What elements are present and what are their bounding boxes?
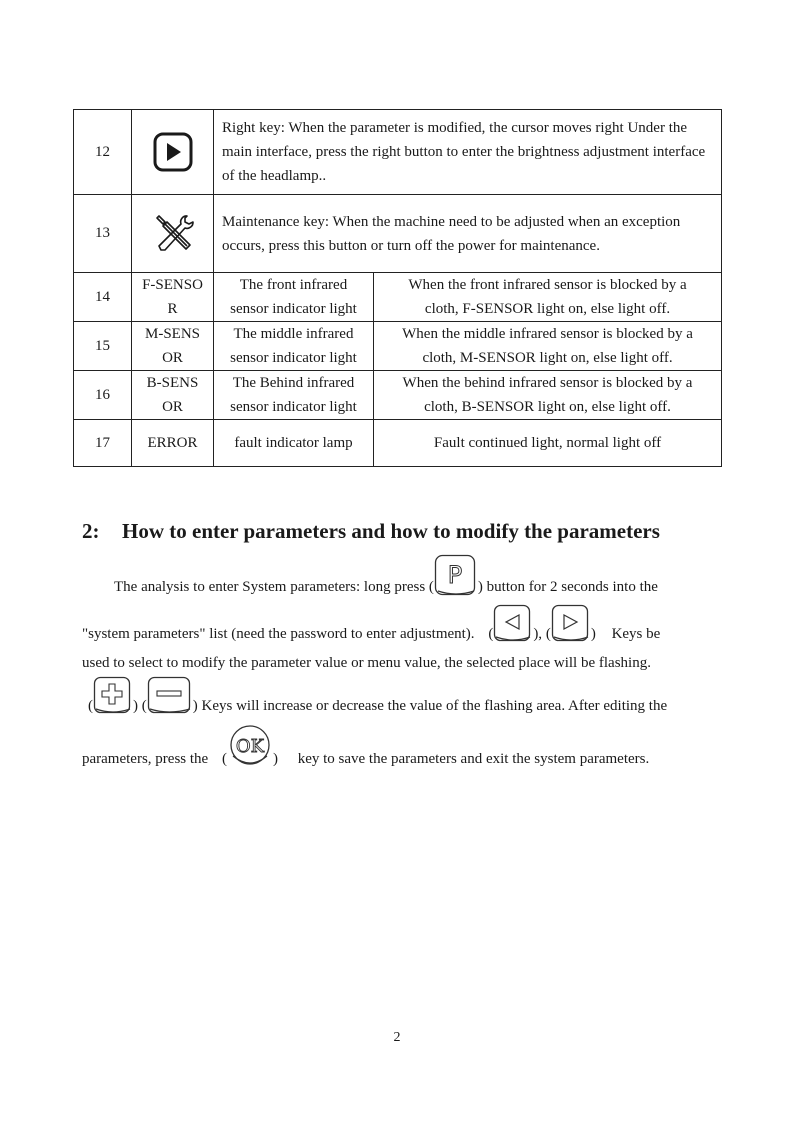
table-row (74, 322, 722, 371)
table-row (74, 420, 722, 467)
sensor-label: B-SENS (146, 375, 199, 391)
row-number: 17 (74, 420, 132, 467)
right-key-icon (551, 604, 591, 644)
para-line: used to select to modify the parameter value or menu value, the selected place will be flashing. (82, 655, 651, 671)
plus-key-icon (93, 676, 133, 716)
indicator-name: sensor indicator light (230, 350, 357, 366)
para-line: The analysis to enter System parameters: long press ( P ) button for 2 seconds into the (114, 558, 658, 598)
para-line: "system parameters" list (need the password to enter adjustment). ( ), ( ) Keys be (82, 604, 660, 644)
row-description: When the middle infrared sensor is blocked by a (402, 326, 693, 342)
sensor-label: M-SENS (144, 326, 200, 342)
section-heading (82, 519, 660, 544)
sensor-label: F-SENSO (142, 277, 203, 293)
row-description: When the front infrared sensor is blocked by a (408, 277, 687, 293)
left-key-icon (493, 604, 533, 644)
table-row (74, 273, 722, 322)
row-description: cloth, M-SENSOR light on, else light off. (422, 350, 673, 366)
play-right-icon (153, 132, 193, 172)
table-row (74, 195, 722, 273)
row-description: Maintenance key: When the machine need to be adjusted when an exception occurs, press this button or turn off the power for maintenance. (214, 195, 722, 273)
indicator-name: The Behind infrared (232, 375, 355, 391)
tools-wrench-screwdriver-icon (149, 210, 197, 258)
row-description: Fault continued light, normal light off (374, 420, 722, 467)
table-row (74, 110, 722, 195)
p-key-icon (434, 554, 478, 598)
row-number: 12 (74, 110, 132, 195)
row-number: 13 (74, 195, 132, 273)
row-description: cloth, F-SENSOR light on, else light off. (424, 301, 671, 317)
indicator-name: fault indicator lamp (214, 420, 374, 467)
row-number: 15 (74, 322, 132, 371)
row-description: cloth, B-SENSOR light on, else light off. (424, 399, 671, 415)
indicator-name: sensor indicator light (230, 399, 357, 415)
sensor-label: R (167, 301, 178, 317)
row-description: Right key: When the parameter is modified, the cursor moves right Under the main interface, press the right button to enter the brightness adjustment interface of the headlamp.. (214, 110, 722, 195)
sensor-label: OR (162, 350, 183, 366)
para-line: ( ) ( ) Keys will increase or decrease the value of the flashing area. After editing the (88, 676, 667, 716)
sensor-label: ERROR (132, 420, 214, 467)
section-title: How to enter parameters and how to modify the parameters (122, 519, 660, 543)
row-number: 14 (74, 273, 132, 322)
svg-text:P: P (447, 561, 463, 589)
page-number: 2 (393, 1030, 401, 1045)
row-number: 16 (74, 371, 132, 420)
sensor-label: OR (162, 399, 183, 415)
indicator-name: The front infrared (239, 277, 348, 293)
ok-key-icon (227, 724, 273, 770)
svg-text:OK: OK (235, 736, 265, 757)
para-line: parameters, press the ( OK ) key to save the parameters and exit the system parameters. (82, 724, 649, 770)
spec-table (73, 109, 722, 467)
indicator-name: sensor indicator light (230, 301, 357, 317)
minus-key-icon (147, 676, 193, 716)
table-row (74, 371, 722, 420)
indicator-name: The middle infrared (233, 326, 354, 342)
row-description: When the behind infrared sensor is blocked by a (402, 375, 693, 391)
section-number: 2: (82, 519, 100, 543)
